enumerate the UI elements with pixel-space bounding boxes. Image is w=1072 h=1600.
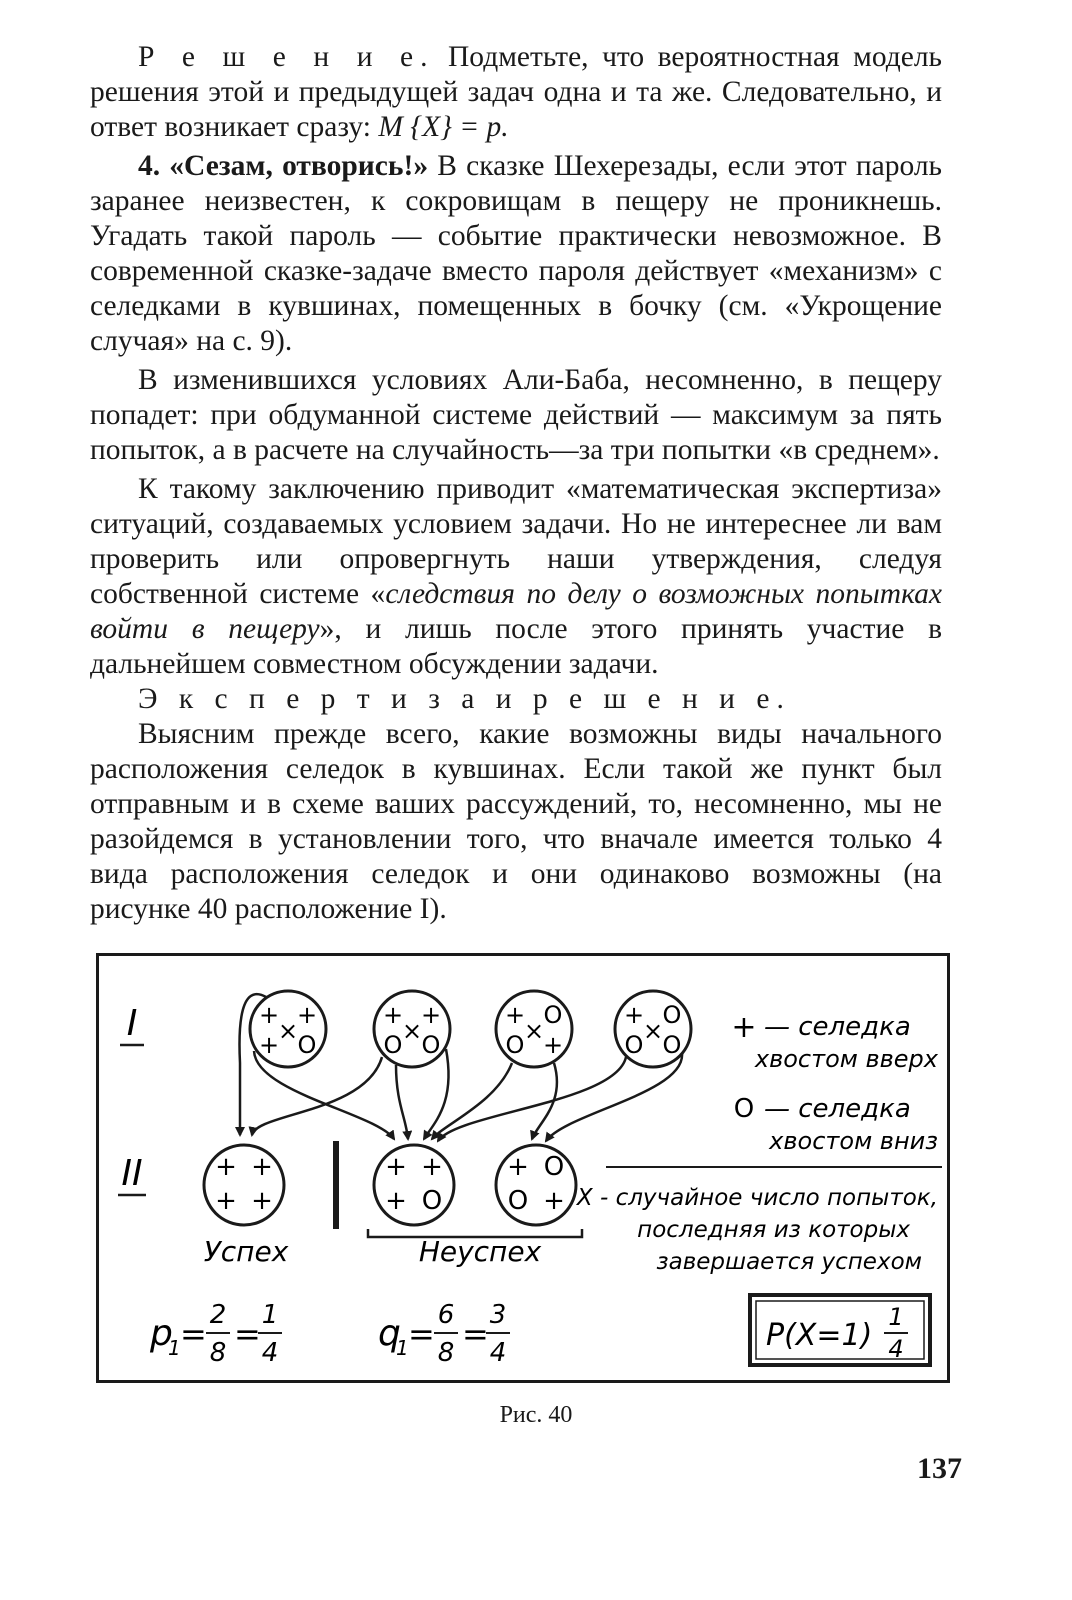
svg-text:=: = xyxy=(180,1315,207,1353)
svg-text:+: + xyxy=(258,1031,280,1059)
legend-plus-line1: — селедка xyxy=(764,1012,911,1042)
paragraph-expertise xyxy=(90,472,942,682)
svg-text:+: + xyxy=(258,1001,280,1029)
svg-text:+: + xyxy=(296,1001,318,1029)
jar-row1-4 xyxy=(615,991,691,1067)
svg-text:+: + xyxy=(507,1152,529,1182)
svg-text:+: + xyxy=(215,1186,237,1216)
solution-text: Подметьте, что вероятностная модель решения этой и предыдущей задач одна и та же. Следовательно, и ответ возникает сразу: xyxy=(90,41,942,143)
jar-row1-3 xyxy=(496,991,572,1067)
jar-row2-3 xyxy=(496,1145,576,1225)
svg-text:4: 4 xyxy=(261,1338,279,1368)
svg-text:+: + xyxy=(504,1001,526,1029)
svg-text:+: + xyxy=(215,1152,237,1182)
svg-text:2: 2 xyxy=(209,1300,227,1330)
svg-text:1: 1 xyxy=(396,1336,409,1360)
legend-plus-line2: хвостом вверх xyxy=(754,1045,938,1073)
svg-text:O: O xyxy=(662,1001,682,1029)
legend-plus-symbol: + xyxy=(731,1010,757,1045)
legend-circle-symbol: O xyxy=(733,1094,755,1124)
legend-circle-line1: — селедка xyxy=(764,1094,911,1124)
svg-text:+: + xyxy=(543,1186,565,1216)
svg-text:1: 1 xyxy=(168,1336,181,1360)
svg-text:O: O xyxy=(421,1186,443,1216)
svg-text:+: + xyxy=(251,1152,273,1182)
svg-text:+: + xyxy=(623,1001,645,1029)
jar-row2-1 xyxy=(204,1145,284,1225)
failure-label: Неуспех xyxy=(418,1235,542,1268)
svg-text:3: 3 xyxy=(489,1300,507,1330)
row-label-2: II xyxy=(121,1153,143,1194)
svg-text:=: = xyxy=(408,1315,435,1353)
note-line-2: последняя из которых xyxy=(637,1217,910,1243)
svg-text:+: + xyxy=(382,1001,404,1029)
svg-text:8: 8 xyxy=(209,1338,227,1368)
svg-text:O: O xyxy=(624,1031,644,1059)
legend-circle-line2: хвостом вниз xyxy=(769,1127,938,1155)
paragraph-solution xyxy=(90,40,942,145)
expertise-text-a: К такому заключению приводит «математическая экспертиза» ситуаций, создаваемых условием задачи. Но не интереснее ли вам проверить или опровергнуть наши утверждения, следуя собственной системе « xyxy=(90,473,942,610)
svg-text:×: × xyxy=(277,1017,299,1045)
svg-text:1: 1 xyxy=(888,1303,904,1331)
formula-q1 xyxy=(378,1300,510,1368)
solution-lead: Р е ш е н и е. xyxy=(138,41,435,73)
jar-row1-2 xyxy=(374,991,450,1067)
svg-text:P(X=1): P(X=1) xyxy=(766,1318,873,1353)
svg-text:p: p xyxy=(150,1313,173,1354)
svg-text:O: O xyxy=(421,1031,441,1059)
svg-text:+: + xyxy=(542,1031,564,1059)
problem-text: В сказке Шехерезады, если этот пароль заранее неизвестен, к сокровищам в пещеру не проникнешь. Угадать такой пароль — событие практически невозможное. В современной сказке-задаче вместо пароля действует «механизм» с селедками в кувшинах, помещенных в бочку (см. «Укрощение случая» на с. 9). xyxy=(90,150,942,357)
formula-boxed-probability xyxy=(750,1295,930,1365)
formula-p1 xyxy=(149,1300,282,1368)
expertise-text-b: », и лишь после этого принять участие в дальнейшем совместном обсуждении задачи. xyxy=(90,613,942,680)
svg-text:O: O xyxy=(543,1001,563,1029)
expertise-italic: следствия по делу о возможных попытках войти в пещеру xyxy=(90,578,942,645)
svg-text:+: + xyxy=(385,1152,407,1182)
paragraph-ali-baba: В изменившихся условиях Али-Баба, несомненно, в пещеру попадет: при обдуманной системе действий — максимум за пять попыток, а в расчете на случайность—за три попытки «в среднем». xyxy=(90,364,942,466)
svg-text:=: = xyxy=(462,1315,489,1353)
jar-row2-2 xyxy=(374,1145,454,1225)
svg-text:q: q xyxy=(378,1313,401,1354)
section-heading xyxy=(90,682,942,717)
paragraph-problem-4 xyxy=(90,149,942,359)
solution-formula: M {X} = p. xyxy=(378,111,509,143)
note-line-3: завершается успехом xyxy=(656,1249,922,1275)
note-line-1: X - случайное число попыток, xyxy=(576,1185,938,1211)
svg-text:4: 4 xyxy=(888,1335,904,1363)
svg-text:4: 4 xyxy=(489,1338,507,1368)
paragraph-arrangements: Выясним прежде всего, какие возможны виды начального расположения селедок в кувшинах. Если такой же пункт был отправным и в схеме ваших рассуждений, то, несомненно, мы не разойдемся в установлении того, что вначале имеется только 4 вида расположения селедок и они одинаково возможны (на рисунке 40 расположение I). xyxy=(90,718,942,925)
svg-text:O: O xyxy=(505,1031,525,1059)
svg-text:+: + xyxy=(420,1001,442,1029)
svg-text:8: 8 xyxy=(437,1338,455,1368)
row-label-1: I xyxy=(126,1003,138,1044)
svg-text:×: × xyxy=(401,1017,423,1045)
svg-text:O: O xyxy=(662,1031,682,1059)
success-label: Успех xyxy=(203,1235,289,1268)
svg-text:×: × xyxy=(642,1017,664,1045)
svg-text:+: + xyxy=(251,1186,273,1216)
svg-text:+: + xyxy=(385,1186,407,1216)
heading-text: Э к с п е р т и з а и р е ш е н и е. xyxy=(138,683,791,715)
svg-text:×: × xyxy=(523,1017,545,1045)
page-number: 137 xyxy=(917,1452,962,1485)
figure-caption: Рис. 40 xyxy=(499,1402,573,1428)
svg-text:6: 6 xyxy=(437,1300,455,1330)
figure-40 xyxy=(96,953,950,1383)
svg-text:1: 1 xyxy=(261,1300,279,1330)
problem-title: 4. «Сезам, отворись!» xyxy=(138,150,429,182)
body-text xyxy=(90,40,942,927)
svg-text:O: O xyxy=(543,1152,565,1182)
jar-row1-1 xyxy=(250,991,326,1067)
figure-diagram xyxy=(96,953,950,1383)
svg-text:=: = xyxy=(234,1315,261,1353)
svg-text:O: O xyxy=(383,1031,403,1059)
svg-text:O: O xyxy=(297,1031,317,1059)
svg-text:O: O xyxy=(507,1186,529,1216)
svg-text:+: + xyxy=(421,1152,443,1182)
